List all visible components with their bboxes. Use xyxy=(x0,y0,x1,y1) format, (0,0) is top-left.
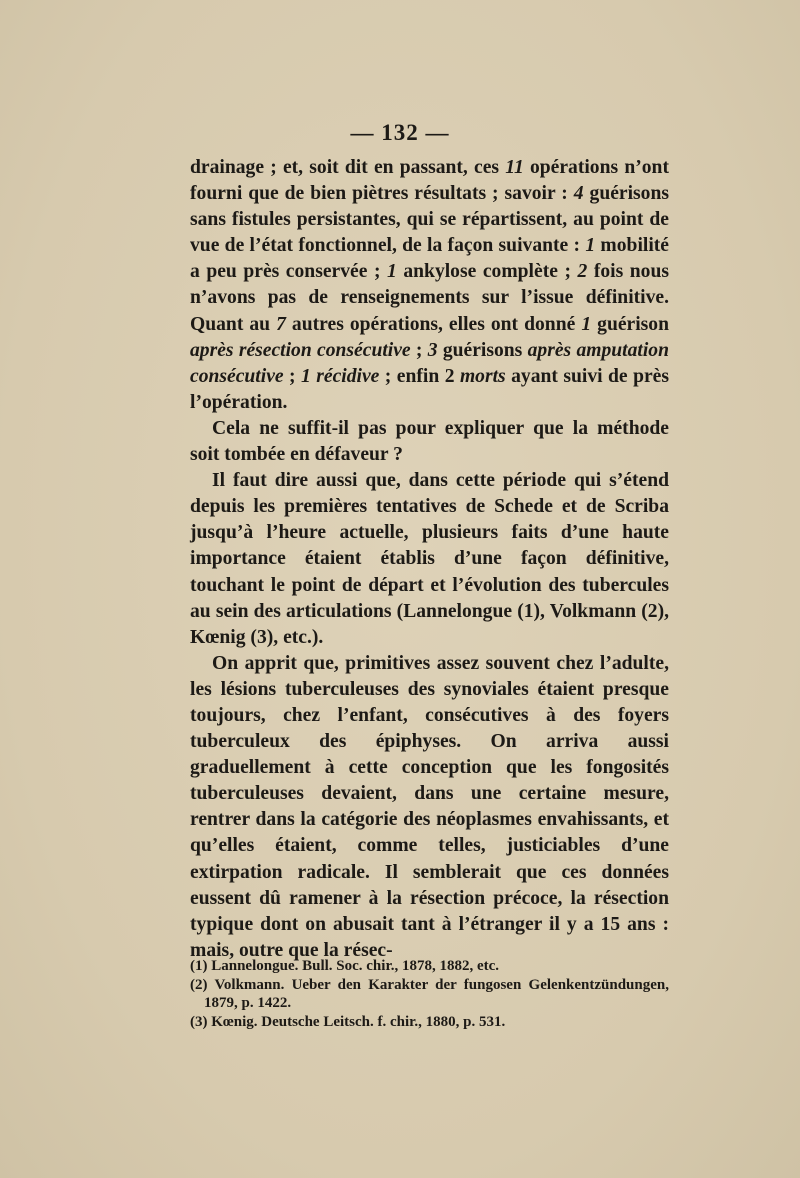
footnote-1: (1) Lannelongue. Bull. Soc. chir., 1878, 1882, etc. xyxy=(190,958,500,974)
footnotes xyxy=(190,957,669,1031)
paragraph-1: drainage ; et, soit dit en passant, ces 11 opérations n’ont fourni que de bien piètres résultats ; savoir : 4 guérisons sans fistules persistantes, qui se répartissent, au point de vue de l’état fonctionnel, de la façon suivante : 1 mobilité a peu près conservée ; 1 ankylose complète ; 2 fois nous n’avons pas de renseignements sur l’issue définitive. Quant au 7 autres opérations, elles ont donné 1 guérison après résection consécutive ; 3 guérisons après amputation consécutive ; 1 récidive ; enfin 2 morts ayant suivi de près l’opération. xyxy=(190,157,670,413)
page-number: — 132 — xyxy=(350,120,450,145)
paragraph-2: Cela ne suffit-il pas pour expliquer que la méthode soit tombée en défaveur ? xyxy=(190,417,669,466)
paragraph-3: Il faut dire aussi que, dans cette période qui s’étend depuis les premières tentatives de Schede et de Scriba jusqu’à l’heure actuelle, plusieurs faits d’une haute importance étaient établis d’une façon définitive, touchant le point de départ et l’évolution des tubercules au sein des articulations (Lannelongue (1), Volkmann (2), Kœnig (3), etc.). xyxy=(190,470,669,648)
body-text xyxy=(190,155,669,964)
footnote-3: (3) Kœnig. Deutsche Leitsch. f. chir., 1880, p. 531. xyxy=(190,1013,506,1030)
footnote-2: (2) Volkmann. Ueber den Karakter der fungosen Gelenkentzündungen, 1879, p. 1422. xyxy=(190,976,669,1012)
paragraph-4: On apprit que, primitives assez souvent chez l’adulte, les lésions tuberculeuses des synoviales étaient presque toujours, chez l’enfant, consécutives à des foyers tuberculeux des épiphyses. On arriva aussi graduellement à cette conception que les fongosités tuberculeuses devaient, dans une certaine mesure, rentrer dans la catégorie des néoplasmes envahissants, et qu’elles étaient, comme telles, justiciables d’une extirpation radicale. Il semblerait que ces données eussent dû ramener à la résection précoce, la résection typique dont on abusait tant à l’étranger il y a 15 ans : mais, outre que la résec- xyxy=(190,652,669,961)
